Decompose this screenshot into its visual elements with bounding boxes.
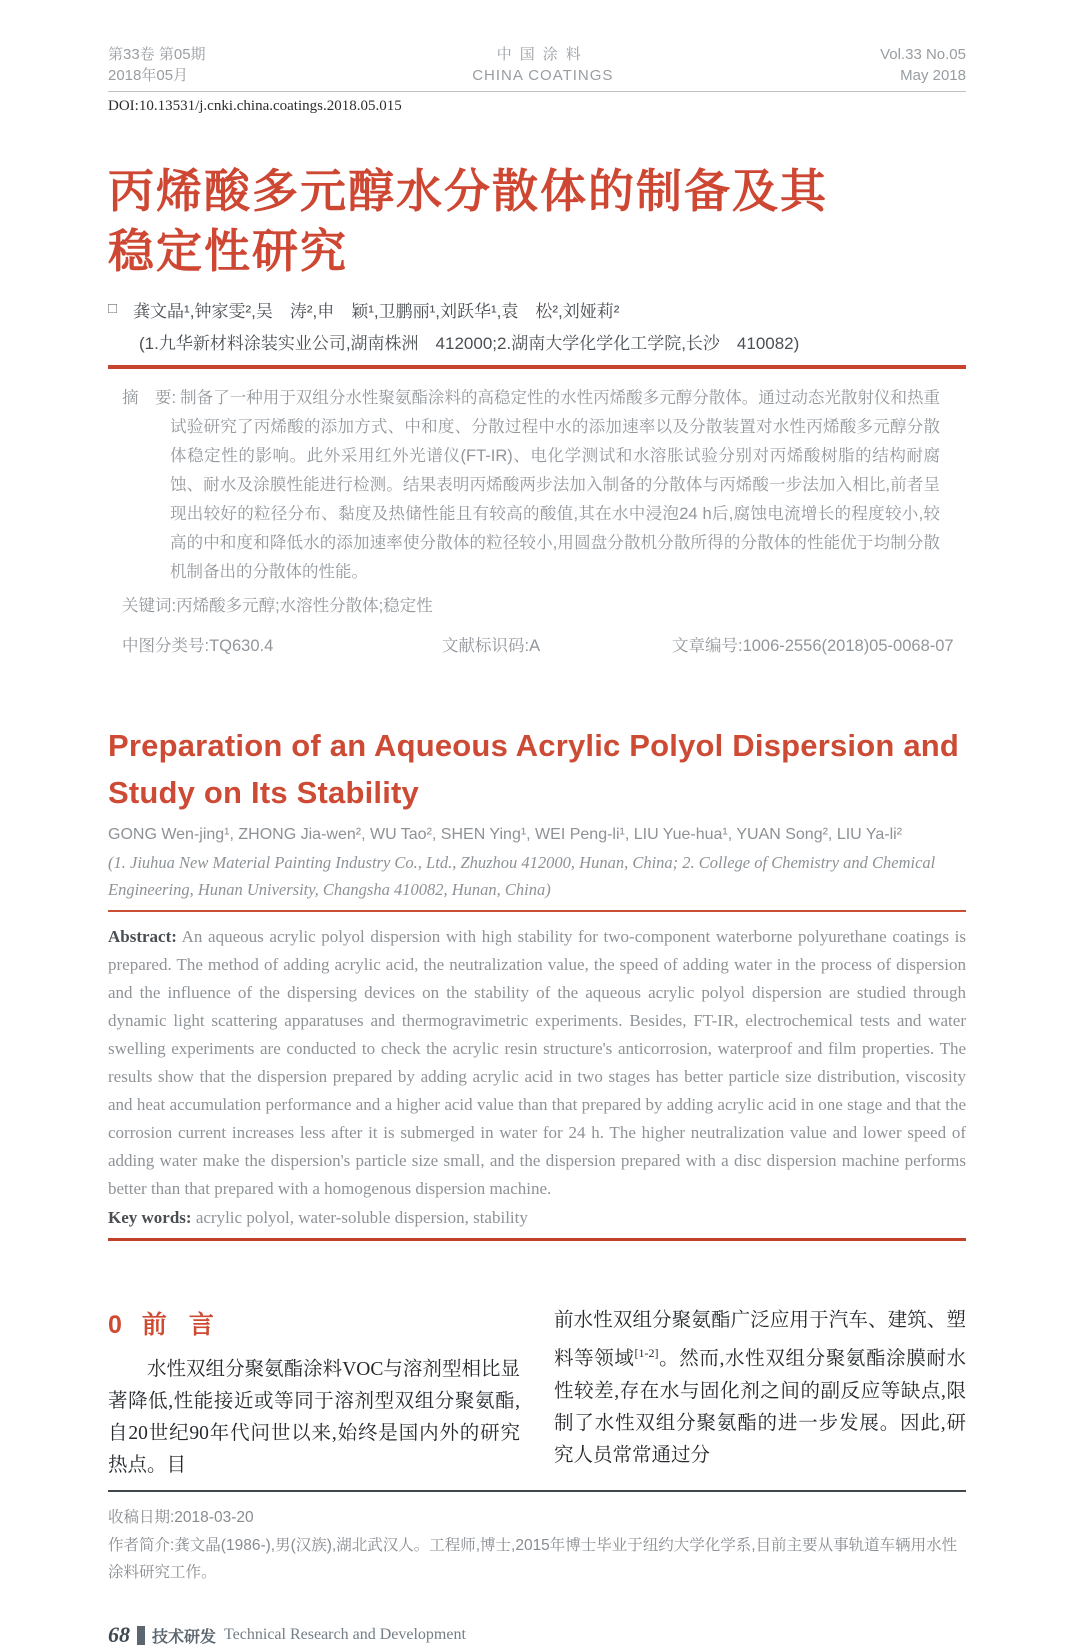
abstract-en-label: Abstract: xyxy=(108,927,177,946)
page-number: 68 xyxy=(108,1622,130,1647)
author-marker-icon: □ xyxy=(108,300,118,317)
volume-issue-en: Vol.33 No.05 xyxy=(880,46,966,63)
abstract-cn-text: 制备了一种用于双组分水性聚氨酯涂料的高稳定性的水性丙烯酸多元醇分散体。通过动态光散射仪和热重试验研究了丙烯酸的添加方式、中和度、分散过程中水的添加速率以及分散装置对水性丙烯酸多元醇分散体稳定性的影响。此外采用红外光谱仪(FT-IR)、电化学测试和水溶胀试验分别对丙烯酸树脂的结构耐腐蚀、耐水及涂膜性能进行检测。结果表明丙烯酸两步法加入制备的分散体与丙烯酸一步法加入相比,前者呈现出较好的粒径分布、黏度及热储性能且有较高的酸值,其在水中浸泡24 h后,腐蚀电流增长的程度较小,较高的中和度和降低水的添加速率使分散体的粒径较小,用圆盘分散机分散所得的分散体的性能优于均制分散机制备出的分散体的性能。 xyxy=(170,389,940,581)
abstract-en-text: An aqueous acrylic polyol dispersion with high stability for two-component waterborne polyurethane coatings is prepared. The method of adding acrylic acid, the neutralization value, the speed of adding water in the process of dispersion and the influence of the dispersing devices on the stability of the aqueous acrylic polyol dispersion are studied through dynamic light scattering apparatuses and thermogravimetric experiments. Besides, FT-IR, electrochemical tests and water swelling experiments are conducted to check the acrylic resin structure's anticorrosion, waterproof and film properties. The results show that the dispersion prepared by adding acrylic acid in two stages has better particle size distribution, viscosity and heat accumulation performance and a higher acid value than that prepared by adding acrylic acid in one stage and that the corrosion current increases less after it is submerged in water for 24 h. The higher neutralization value and lower speed of adding water make the dispersion's particle size small, and the dispersion prepared with a disc dispersion machine performs better than that prepared with a homogenous dispersion machine. xyxy=(108,927,966,1198)
keywords-cn xyxy=(122,592,966,616)
article-id: 文章编号:1006-2556(2018)05-0068-07 xyxy=(672,637,954,655)
date-en: May 2018 xyxy=(900,67,966,84)
clc-number: 中图分类号:TQ630.4 xyxy=(122,637,274,655)
journal-name-en: CHINA COATINGS xyxy=(472,67,614,84)
author-bio: 作者简介:龚文晶(1986-),男(汉族),湖北武汉人。工程师,博士,2015年博士毕业于纽约大学化学系,目前主要从事轨道车辆用水性涂料研究工作。 xyxy=(108,1537,958,1581)
citation-ref: [1-2] xyxy=(634,1346,659,1360)
section-title: 前言 xyxy=(141,1311,236,1339)
doi-line: DOI:10.13531/j.cnki.china.coatings.2018.05.015 xyxy=(108,98,402,114)
page-footer xyxy=(108,1622,966,1648)
footer-section-cn: 技术研发 xyxy=(152,1628,217,1646)
affiliation-en: (1. Jiuhua New Material Painting Industry Co., Ltd., Zhuzhou 412000, Hunan, China; 2. College of Chemistry and Chemical Engineering, Hunan University, Changsha 410082, Hunan, China) xyxy=(108,853,936,899)
article-title-en-line2: Study on Its Stability xyxy=(108,775,419,810)
intro-right-text-cont: 。然而,水性双组分聚氨酯涂膜耐水性较差,存在水与固化剂之间的副反应等缺点,限制了水性双组分聚氨酯的进一步发展。因此,研究人员常常通过分 xyxy=(554,1348,966,1466)
abstract-en xyxy=(108,923,966,1203)
received-date: 收稿日期:2018-03-20 xyxy=(108,1509,254,1526)
intro-left-column xyxy=(108,1305,520,1482)
authors-en: GONG Wen-jing¹, ZHONG Jia-wen², WU Tao², SHEN Ying¹, WEI Peng-li¹, LIU Yue-hua¹, YUAN Song², LIU Ya-li² xyxy=(108,826,903,843)
journal-name-cn: 中国涂料 xyxy=(496,46,589,63)
introduction-section xyxy=(108,1305,966,1482)
journal-name xyxy=(472,44,613,86)
section-number: 0 xyxy=(108,1311,122,1339)
journal-page xyxy=(108,0,966,1648)
header-issue-info xyxy=(108,44,206,86)
intro-paragraph-right xyxy=(554,1305,966,1472)
journal-header xyxy=(108,0,966,86)
english-block-divider xyxy=(108,910,966,912)
keywords-en xyxy=(108,1204,966,1232)
date-cn: 2018年05月 xyxy=(108,67,189,84)
abstract-section-divider xyxy=(108,1238,966,1241)
volume-issue-cn: 第33卷 第05期 xyxy=(108,46,206,63)
article-title-cn-line1: 丙烯酸多元醇水分散体的制备及其 xyxy=(108,165,828,217)
article-meta-row xyxy=(122,632,966,656)
footer-section-en: Technical Research and Development xyxy=(224,1626,466,1643)
abstract-cn-label: 摘 要: xyxy=(122,389,177,407)
affiliation-cn: (1.九华新材料涂装实业公司,湖南株洲 412000;2.湖南大学化学化工学院,长沙 410082) xyxy=(139,334,800,353)
footnote-divider xyxy=(108,1490,966,1492)
document-code: 文献标识码:A xyxy=(442,637,541,655)
article-title-en xyxy=(108,722,966,816)
header-issue-info-en xyxy=(880,44,966,86)
keywords-cn-label: 关键词: xyxy=(122,597,177,615)
intro-paragraph-left: 水性双组分聚氨酯涂料VOC与溶剂型相比显著降低,性能接近或等同于溶剂型双组分聚氨酯,自20世纪90年代问世以来,始终是国内外的研究热点。目 xyxy=(108,1359,520,1476)
title-block-divider xyxy=(108,365,966,369)
keywords-en-label: Key words: xyxy=(108,1208,192,1227)
authors-cn xyxy=(108,297,966,322)
keywords-cn-text: 丙烯酸多元醇;水溶性分散体;稳定性 xyxy=(176,597,433,615)
article-title-cn xyxy=(108,161,966,281)
article-title-en-line1: Preparation of an Aqueous Acrylic Polyol Dispersion and xyxy=(108,728,960,763)
footnotes xyxy=(108,1504,966,1586)
article-title-cn-line2: 稳定性研究 xyxy=(108,225,348,277)
author-names-cn: 龚文晶¹,钟家雯²,吴 涛²,申 颖¹,卫鹏丽¹,刘跃华¹,袁 松²,刘娅莉² xyxy=(133,302,620,321)
abstract-cn xyxy=(122,384,940,587)
intro-right-text: 前水性双组分聚氨酯广泛应用于汽车、建筑、塑料等领域 xyxy=(554,1310,966,1370)
intro-right-column xyxy=(554,1305,966,1482)
footer-bar-icon xyxy=(137,1626,145,1645)
header-divider xyxy=(108,91,966,92)
keywords-en-text: acrylic polyol, water-soluble dispersion, stability xyxy=(191,1208,528,1227)
section-heading xyxy=(108,1305,520,1341)
